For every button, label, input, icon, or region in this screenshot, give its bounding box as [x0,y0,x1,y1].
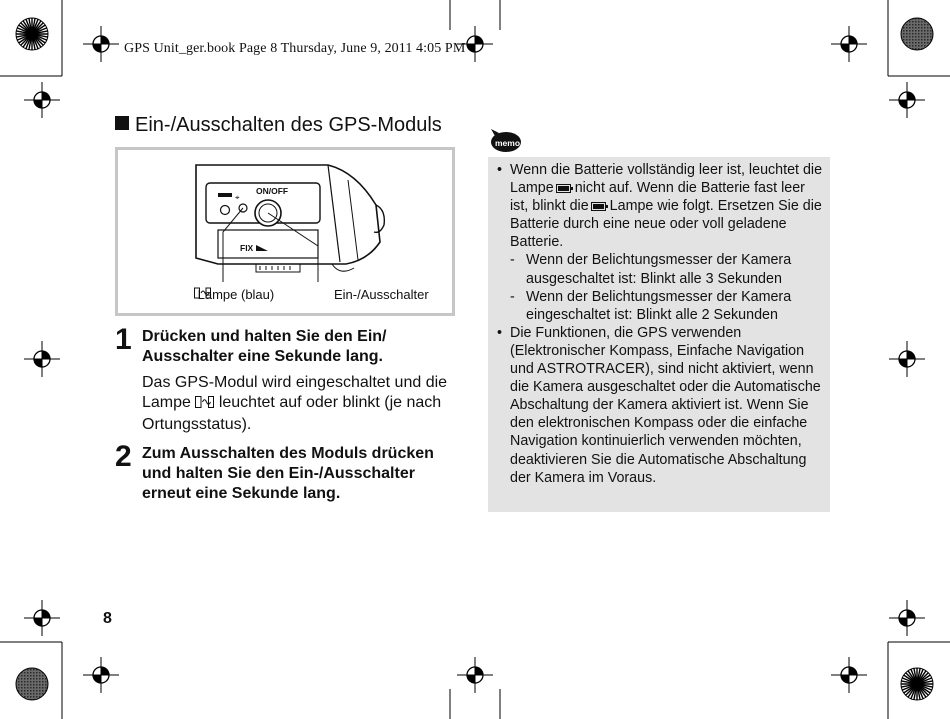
result-text-before: Das GPS-Modul wird eingeschaltet und die Lampe [142,374,448,411]
on-off-label: ON/OFF [256,186,289,196]
memo-sublist [510,251,824,323]
page-number: 8 [103,610,112,627]
memo-icon [487,126,523,159]
step-number: 2 [115,440,132,473]
step-instruction: Zum Ausschalten des Moduls drücken und halten Sie den Ein-/Ausschalter erneut eine Sekunde lang. [142,445,434,502]
step-number: 1 [115,323,132,356]
memo-text: nicht auf. Wenn die Batterie fast leer ist, blinkt die [510,180,805,215]
memo-text: Wenn die Batterie vollständig leer ist, leuchtet die Lampe [510,162,823,197]
satellite-lamp-icon [195,395,214,415]
memo-box [488,157,830,512]
section-title-text: Ein-/Ausschalten des GPS-Moduls [135,114,442,136]
gps-lamp-symbol: ⌖ [235,193,240,202]
lamp-caption [194,287,274,302]
gps-unit-figure [115,147,455,316]
battery-icon [556,184,573,193]
memo-list [494,161,824,487]
result-text-after: leuchtet auf oder blinkt (je nach Ortungsstatus). [142,394,442,433]
step-2 [115,440,460,504]
step-instruction: Drücken und halten Sie den Ein/ Ausschalter eine Sekunde lang. [142,328,387,365]
square-bullet-icon [115,116,129,130]
fix-label: FIX [240,243,254,253]
switch-caption: Ein-/Ausschalter [334,287,429,302]
memo-subitem: - Wenn der Belichtungsmesser der Kamera eingeschaltet ist: Blinkt alle 2 Sekunden [510,288,824,324]
memo-bullet [494,161,824,324]
section-title [115,114,442,137]
step-1 [115,323,460,435]
step-result [142,373,460,435]
memo-subitem: - Wenn der Belichtungsmesser der Kamera ausgeschaltet ist: Blinkt alle 3 Sekunden [510,251,824,287]
memo-bullet: • Die Funktionen, die GPS verwenden (Elektronischer Kompass, Einfache Navigation und ASTROTRACER), sind nicht aktiviert, wenn die Kamera ausgeschaltet oder die Automatische Abschaltung der Kamera aktiviert ist. Wenn Sie den elektronischen Kompass oder die einfache Navigation kontinuierlich verwenden möchten, deaktivieren Sie die Automatische Abschaltung der Kamera im Voraus. [494,324,824,487]
file-header: GPS Unit_ger.book Page 8 Thursday, June 9, 2011 4:05 PM [124,41,466,56]
memo-text: Lampe wie folgt. Ersetzen Sie die Batterie durch eine neue oder voll geladene Batterie. [510,198,822,251]
lamp-caption-text: Lampe (blau) [197,287,275,302]
memo-icon-label: memo [495,138,521,148]
battery-icon [591,202,608,211]
